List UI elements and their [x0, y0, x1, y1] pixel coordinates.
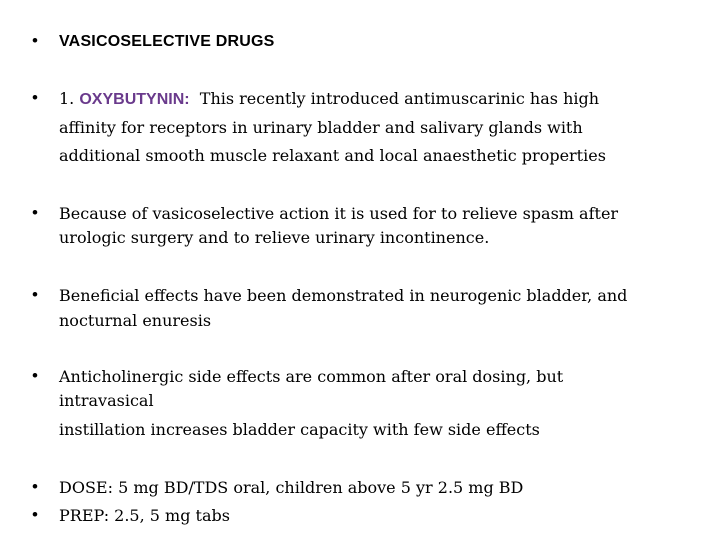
- vasicoselective-line-2: urologic surgery and to relieve urinary incontinence.: [59, 228, 490, 247]
- bullet-marker: •: [32, 285, 38, 304]
- slide-heading: VASICOSELECTIVE DRUGS: [59, 33, 275, 50]
- bullet-marker: •: [32, 88, 38, 107]
- oxybutynin-number: 1.: [59, 89, 75, 108]
- side-effects-line-1: Anticholinergic side effects are common after oral dosing, but: [59, 367, 564, 386]
- dose-text: DOSE: 5 mg BD/TDS oral, children above 5 yr 2.5 mg BD: [59, 478, 524, 497]
- bullet-marker: •: [32, 477, 38, 496]
- oxybutynin-text-1: This recently introduced antimuscarinic has high: [199, 89, 600, 108]
- beneficial-effects-line-2: nocturnal enuresis: [59, 311, 212, 330]
- bullet-marker: •: [32, 203, 38, 222]
- side-effects-line-2: intravasical: [59, 391, 154, 410]
- beneficial-effects-line-1: Beneficial effects have been demonstrated in neurogenic bladder, and: [59, 286, 628, 305]
- prep-text: PREP: 2.5, 5 mg tabs: [59, 506, 230, 525]
- bullet-marker: •: [32, 505, 38, 524]
- oxybutynin-line-2: affinity for receptors in urinary bladder and salivary glands with: [59, 118, 583, 137]
- side-effects-line-3: instillation increases bladder capacity with few side effects: [59, 420, 540, 439]
- oxybutynin-line-3: additional smooth muscle relaxant and local anaesthetic properties: [59, 146, 606, 165]
- bullet-marker: •: [32, 366, 38, 385]
- oxybutynin-line-1: [59, 89, 599, 109]
- bullet-marker: •: [32, 31, 38, 50]
- vasicoselective-line-1: Because of vasicoselective action it is used for to relieve spasm after: [59, 204, 619, 223]
- drug-name-oxybutynin: OXYBUTYNIN:: [79, 91, 190, 108]
